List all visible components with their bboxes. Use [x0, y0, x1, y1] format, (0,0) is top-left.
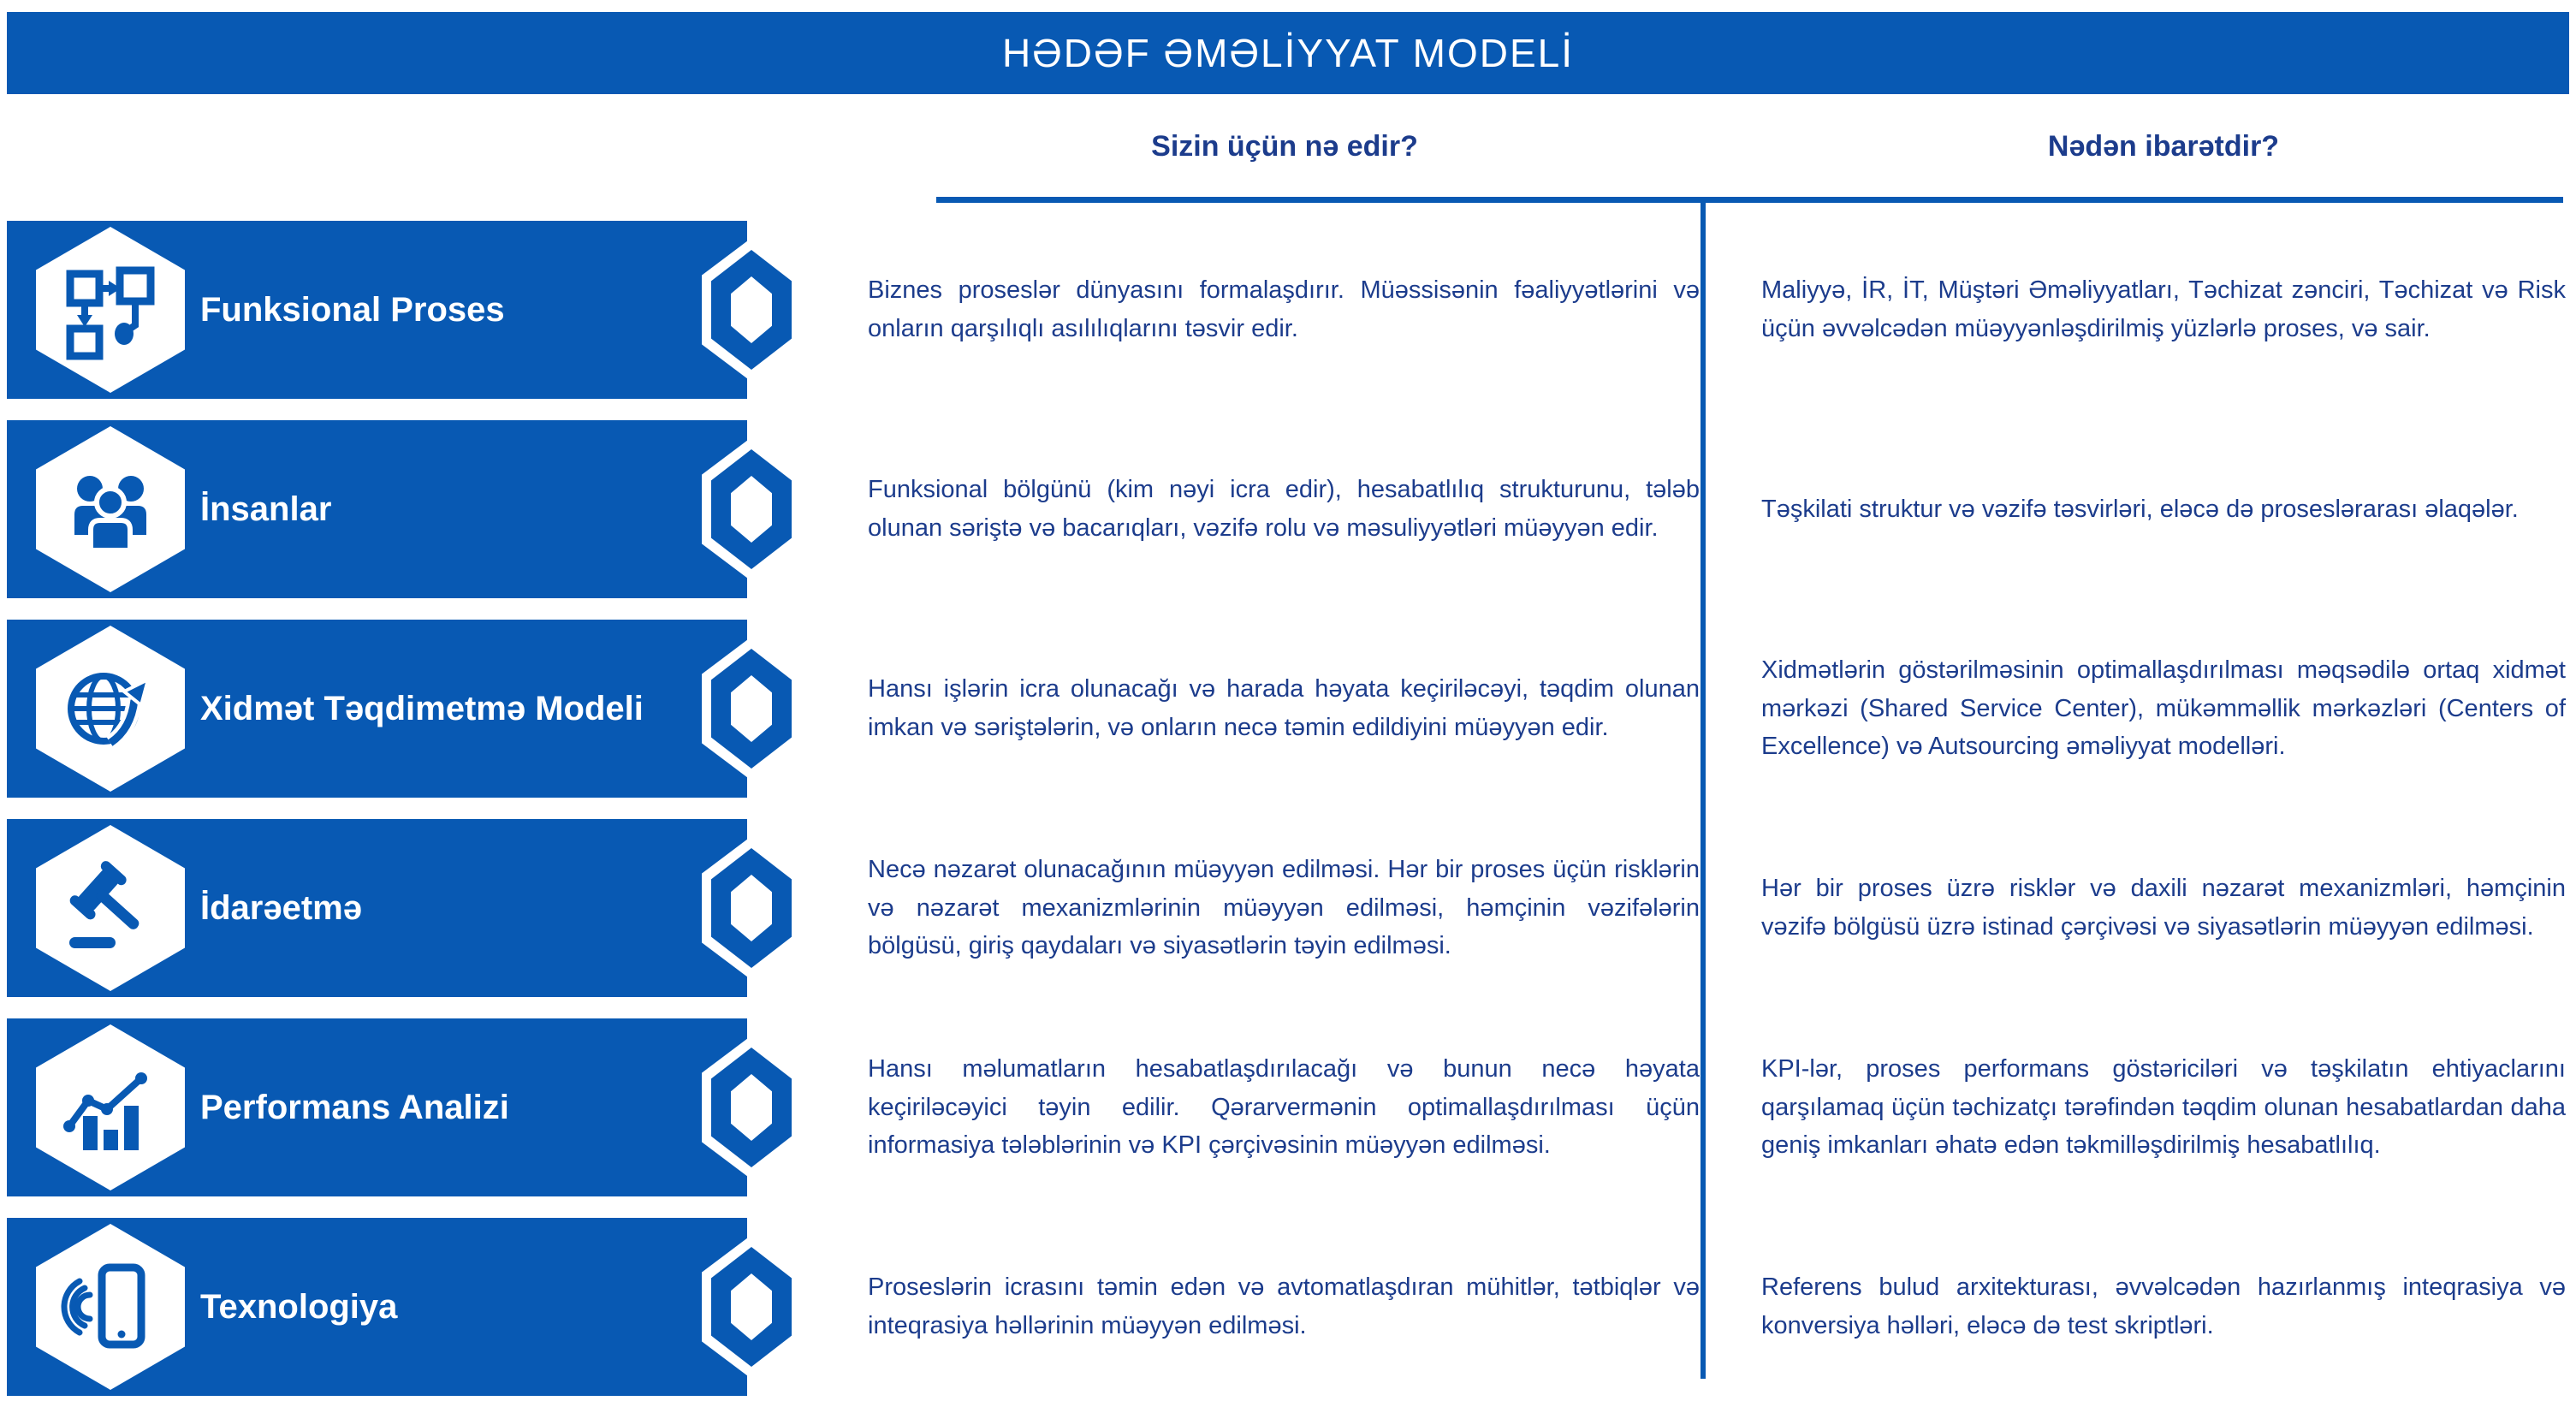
hexagon-badge-icon — [702, 437, 801, 581]
globe-arrow-icon — [36, 626, 185, 792]
table-row — [0, 420, 2576, 598]
row-bar — [7, 221, 747, 399]
row-label: Funksional Proses — [200, 290, 505, 329]
hexagon-badge-icon — [702, 836, 801, 980]
table-row — [0, 620, 2576, 798]
flowchart-icon — [36, 227, 185, 393]
row-label: Texnologiya — [200, 1287, 398, 1326]
table-row — [0, 1018, 2576, 1196]
table-row — [0, 221, 2576, 399]
column-header-consists-of: Nədən ibarətdir? — [2047, 130, 2280, 163]
what-it-does-cell: Proseslərin icrasını təmin edən və avtomatlaşdıran mühitlər, tətbiqlər və inteqrasiya həllərinin müəyyən edilməsi. — [868, 1273, 1700, 1339]
row-label: İnsanlar — [200, 490, 332, 528]
header-underline — [936, 197, 2563, 203]
consists-of-cell: Təşkilati struktur və vəzifə təsvirləri, eləcə də proseslərarası əlaqələr. — [1761, 495, 2519, 523]
consists-of-cell: Xidmətlərin göstərilməsinin optimallaşdırılması məqsədilə ortaq xidmət mərkəzi (Shared Service Center), mükəmməllik mərkəzləri (Centers of Excellence) və Autsourcing əməliyyat modelləri. — [1761, 656, 2566, 761]
table-row — [0, 1218, 2576, 1396]
row-bar — [7, 620, 747, 798]
what-it-does-cell: Hansı işlərin icra olunacağı və harada həyata keçiriləcəyi, təqdim olunan imkan və səriştələrin, və onların necə təmin edildiyini müəyyən edir. — [868, 675, 1700, 741]
consists-of-cell: Hər bir proses üzrə risklər və daxili nəzarət mexanizmləri, həmçinin vəzifə bölgüsü üzrə istinad çərçivəsi və siyasətlərin müəyyən edilməsi. — [1761, 875, 2566, 941]
hexagon-badge-icon — [702, 238, 801, 382]
row-label: Xidmət Təqdimetmə Modeli — [200, 689, 644, 727]
title-bar — [7, 12, 2569, 94]
hexagon-badge-icon — [702, 1036, 801, 1179]
what-it-does-cell: Hansı məlumatların hesabatlaşdırılacağı və bunun necə həyata keçiriləcəyici təyin edilir. Qərarvermənin optimallaşdırılması üçün informasiya tələblərinin və KPI çərçivəsinin müəyyən edilməsi. — [868, 1054, 1700, 1160]
hexagon-badge-icon — [702, 637, 801, 781]
page-title: HƏDƏF ƏMƏLİYYAT MODELİ — [1001, 31, 1575, 75]
table-row — [0, 819, 2576, 997]
row-bar — [7, 420, 747, 598]
performance-chart-icon — [36, 1024, 185, 1190]
consists-of-cell: KPI-lər, proses performans göstəriciləri və təşkilatın ehtiyaclarını qarşılamaq üçün təchizatçı tərəfindən təqdim olunan hesabatlardan daha geniş imkanları əhatə edən təkmilləşdirilmiş hesabatlılıq. — [1761, 1054, 2566, 1160]
row-bar — [7, 1018, 747, 1196]
consists-of-cell: Maliyyə, İR, İT, Müştəri Əməliyyatları, Təchizat zənciri, Təchizat və Risk üçün əvvəlcədən müəyyənləşdirilmiş yüzlərlə proses, və sair. — [1761, 276, 2566, 342]
consists-of-cell: Referens bulud arxitekturası, əvvəlcədən hazırlanmış inteqrasiya və konversiya həlləri, eləcə də test skriptləri. — [1761, 1273, 2566, 1339]
what-it-does-cell: Necə nəzarət olunacağının müəyyən edilməsi. Hər bir proses üçün risklərin və nəzarət mexanizmlərinin müəyyən edilməsi, həmçinin vəzifələrin bölgüsü, giriş qaydaları və siyasətlərin təyin edilməsi. — [868, 855, 1700, 960]
row-label: İdarəetmə — [200, 888, 362, 927]
people-icon — [36, 426, 185, 592]
phone-signal-icon — [36, 1224, 185, 1390]
gavel-icon — [36, 825, 185, 991]
row-label: Performans Analizi — [200, 1088, 509, 1126]
row-bar — [7, 1218, 747, 1396]
row-bar — [7, 819, 747, 997]
column-header-what-it-does: Sizin üçün nə edir? — [1151, 130, 1418, 163]
hexagon-badge-icon — [702, 1235, 801, 1379]
what-it-does-cell: Funksional bölgünü (kim nəyi icra edir), hesabatlılıq strukturunu, tələb olunan səriştə və bacarıqları, vəzifə rolu və məsuliyyətləri müəyyən edir. — [868, 476, 1700, 542]
what-it-does-cell: Biznes proseslər dünyasını formalaşdırır. Müəssisənin fəaliyyətlərini və onların qarşılıqlı asılılıqlarını təsvir edir. — [868, 276, 1700, 342]
